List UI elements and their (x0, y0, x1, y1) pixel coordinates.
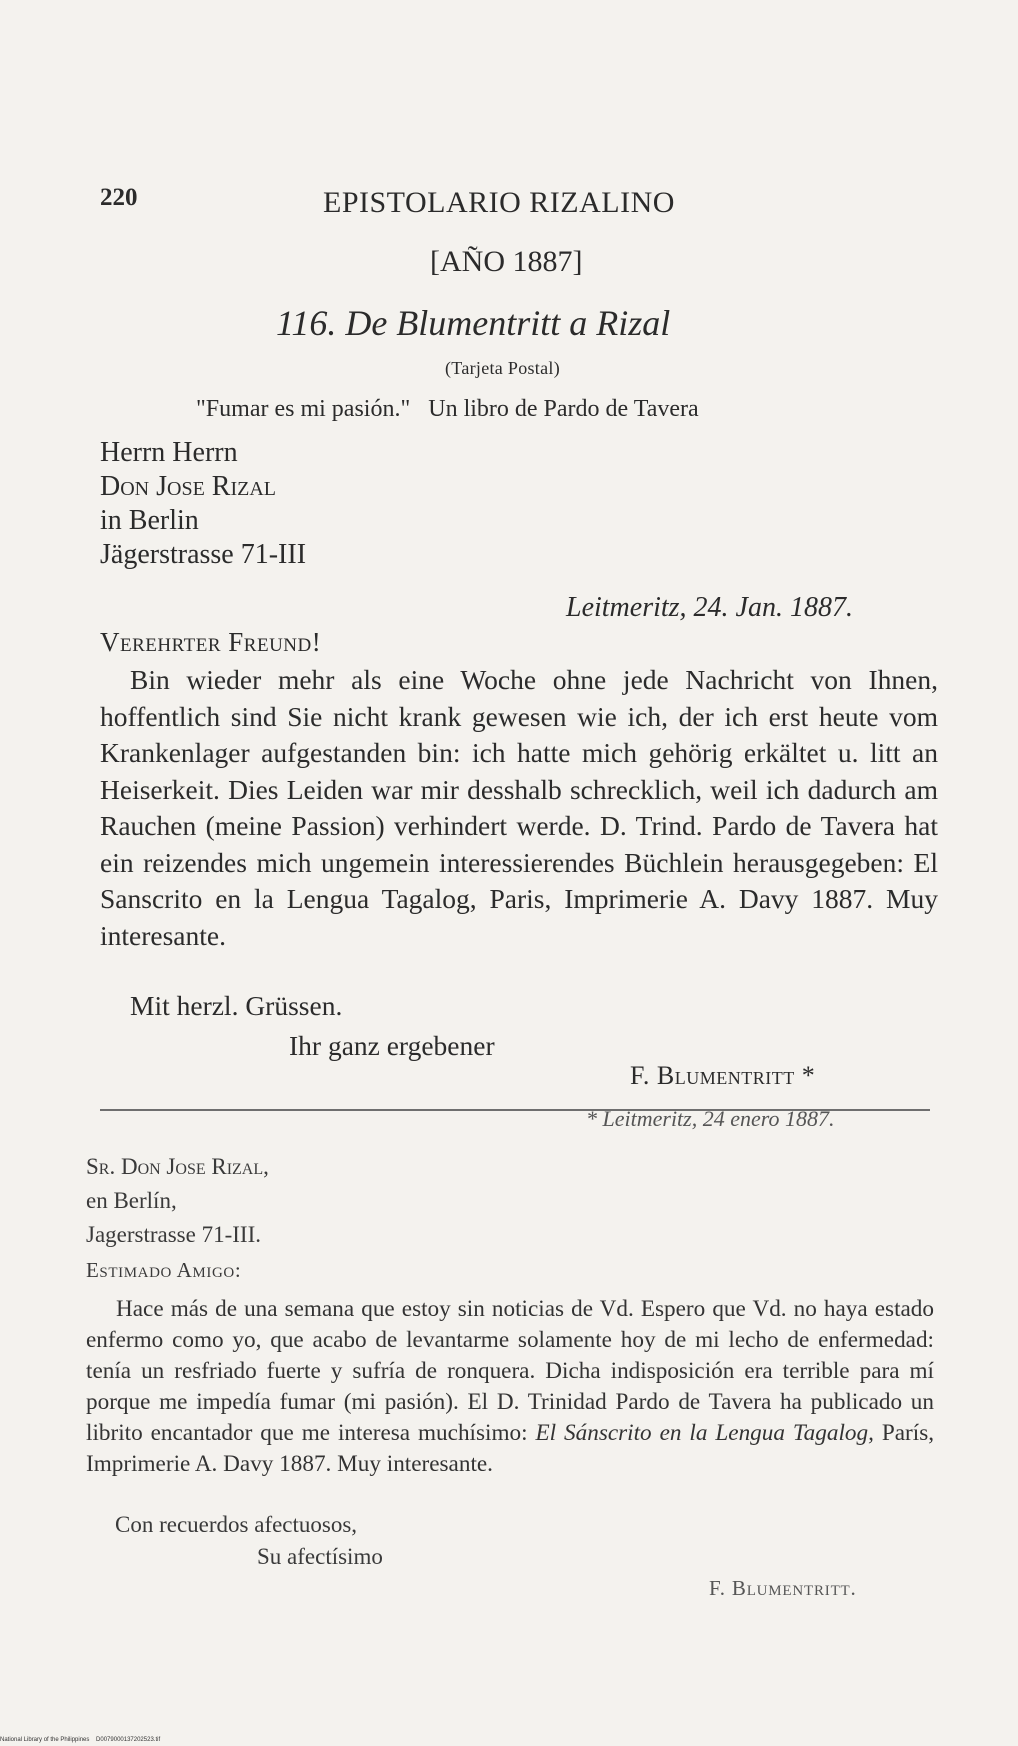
original-address-line-3: in Berlin (100, 505, 199, 536)
translation-closing-2: Su afectísimo (257, 1544, 383, 1569)
original-address-line-2: Don Jose Rizal (100, 471, 276, 502)
page-number: 220 (100, 184, 138, 211)
original-address-line-1: Herrn Herrn (100, 437, 238, 468)
running-head: EPISTOLARIO RIZALINO (323, 186, 675, 219)
original-date: Leitmeritz, 24. Jan. 1887. (566, 592, 853, 623)
original-body-paragraph: Bin wieder mehr als eine Woche ohne jede Nachricht von Ihnen, hoffentlich sind Sie nicht krank gewesen wie ich, der ich erst heute vom Krankenlager aufgestanden bin: ich hatte mich gehörig erkältet u. litt an Heiserkeit. Dies Leiden war mir desshalb schrecklich, weil ich dadurch am Rauchen (meine Passion) verhindert werde. D. Trind. Pardo de Tavera hat ein reizendes mich ungemein interessierendes Büchlein herausgegeben: El Sanscrito en la Lengua Tagalog, Paris, Imprimerie A. Davy 1887. Muy interesante. (100, 664, 938, 951)
translation-body-part-1: Hace más de una semana que estoy sin noticias de Vd. Espero que Vd. no haya estado enfermo como yo, que acabo de levantarme solamente hoy de mi lecho de enfermedad: tenía un resfriado fuerte y sufría de ronquera. Dicha indisposición era terrible para mí porque me impedía fumar (mi pasión). El D. Trinidad Pardo de Tavera ha publicado un librito encantador que me interesa muchísimo: (86, 1296, 934, 1446)
scan-footer: National Library of the Philippines D0079000137202523.tif (0, 1737, 161, 1743)
letter-summary: "Fumar es mi pasión." Un libro de Pardo de Tavera (196, 396, 699, 422)
original-closing-2: Ihr ganz ergebener (289, 1030, 495, 1061)
translation-body-part-2: París, Imprimerie A. Davy 1887. Muy interesante. (86, 1420, 935, 1477)
translation-address-line-1 (86, 1150, 269, 1184)
translation-salutation: Estimado Amigo: (86, 1258, 242, 1282)
original-closing: Mit herzl. Grüssen. (130, 990, 343, 1021)
letter-type: (Tarjeta Postal) (445, 358, 560, 378)
translation-signature: F. Blumentritt. (709, 1576, 857, 1600)
translation-body-paragraph (86, 1294, 934, 1480)
translation-address-line-3: Jagerstrasse 71-III. (86, 1222, 261, 1247)
original-salutation: Verehrter Freund! (100, 627, 322, 657)
translation-letter-body (86, 1294, 934, 1480)
letter-title: 116. De Blumentritt a Rizal (276, 303, 671, 343)
footnote-date: * Leitmeritz, 24 enero 1887. (586, 1106, 835, 1131)
year-heading: [AÑO 1887] (430, 245, 583, 278)
translation-address-line-2: en Berlín, (86, 1188, 177, 1213)
original-signature: F. Blumentritt * (630, 1061, 816, 1090)
original-letter-body (100, 662, 938, 954)
translation-closing: Con recuerdos afectuosos, (115, 1512, 358, 1537)
original-address-line-4: Jägerstrasse 71-III (100, 539, 307, 570)
book-title: El Sánscrito en la Lengua Tagalog, (535, 1420, 874, 1446)
translation-address-line-1-text: Sr. Don Jose Rizal, (86, 1154, 269, 1179)
